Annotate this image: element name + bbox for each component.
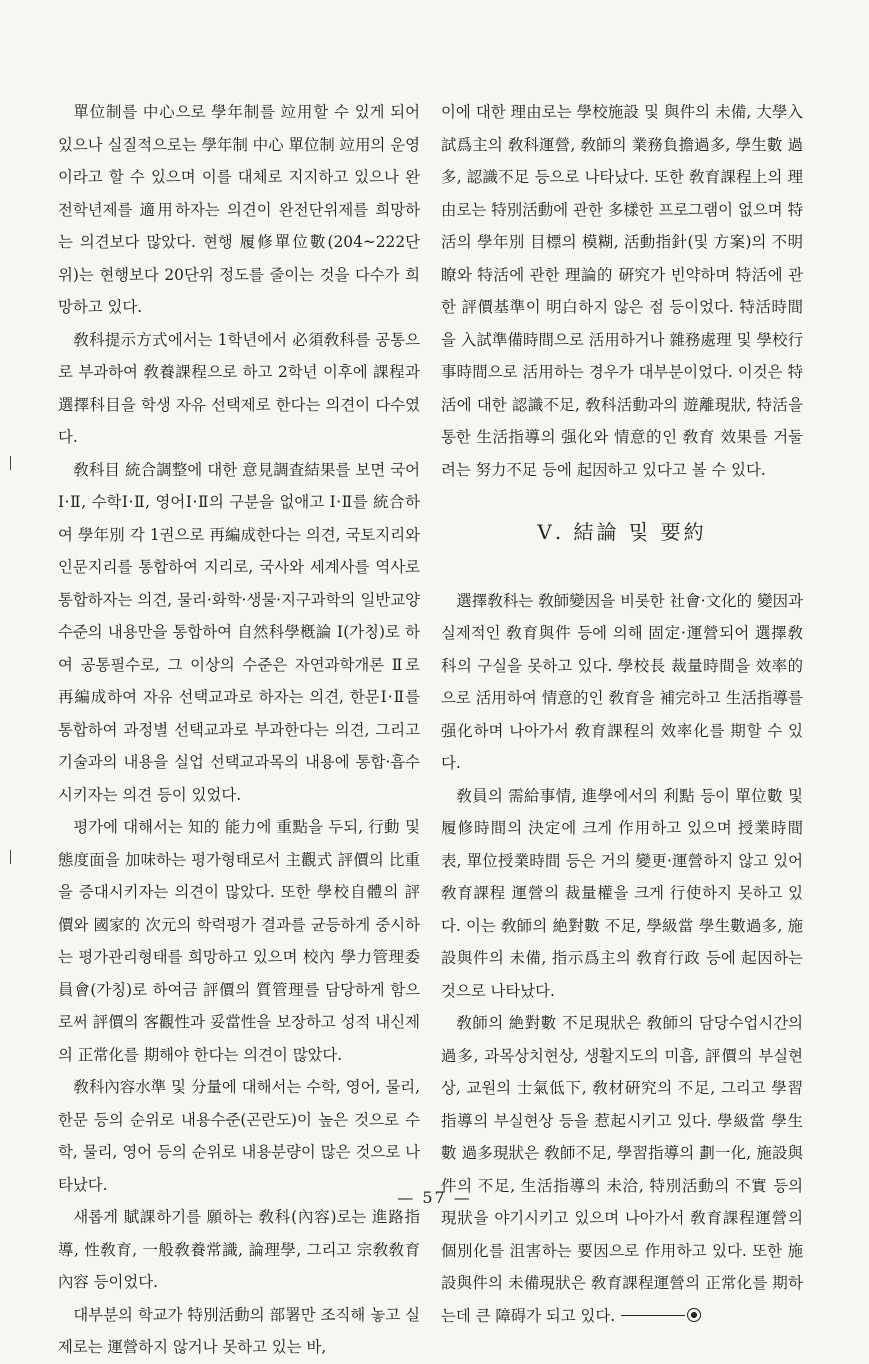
end-circle-icon	[687, 1308, 701, 1322]
paragraph: 敎員의 需給事情, 進學에서의 利點 등이 單位數 및 履修時間의 決定에 크게 作用하고 있으며 授業時間表, 單位授業時間 등은 거의 變更·運營하지 않고 있어 敎育課程 運營의 裁量權을 크게 行使하지 못하고 있다. 이는 敎師의 絶對數 不足, 學級當 學生數過多, 施設與件의 未備, 指示爲主의 敎育行政 등에 起因하는 것으로 나타났다.	[441, 786, 803, 1000]
paragraph: 單位制를 中心으로 學年制를 竝用할 수 있게 되어 있으나 실질적으로는 學年制 中心 單位制 竝用의 운영이라고 할 수 있으며 이를 대체로 지지하고 있으나 완전학년제를 適用하자는 의견이 완전단위제를 희망하는 의견보다 많았다. 현행 履修單位數(204~222단위)는 현행보다 20단위 정도를 줄이는 것을 다수가 희망하고 있다.	[58, 103, 420, 316]
paragraph	[441, 1007, 803, 1332]
margin-tick	[10, 456, 11, 470]
page-number: — 57 —	[397, 1188, 472, 1207]
paragraph: 이에 대한 理由로는 學校施設 및 與件의 未備, 大學入試爲主의 敎科運營, 敎師의 業務負擔過多, 學生數 過多, 認識不足 등으로 나타났다. 또한 敎育課程上의 理由로는 特別活動에 관한 多樣한 프로그램이 없으며 特活의 學年別 目標의 模糊, 活動指針(및 方案)의 不明瞭와 特活에 관한 理論的 硏究가 빈약하며 特活에 관한 評價基準이 明白하지 않은 점 등이었다. 特活時間을 入試準備時間으로 活用하거나 雜務處理 및 學校行事時間으로 活用하는 경우가 대부분이었다. 이것은 特活에 대한 認識不足, 敎科活動과의 遊離現狀, 特活을 통한 生活指導의 强化와 情意的인 敎育 效果를 거둘려는 努力不足 등에 起因하고 있다고 볼 수 있다.	[441, 103, 803, 479]
paragraph: 대부분의 학교가 特別活動의 部署만 조직해 놓고 실제로는 運營하지 않거나 못하고 있는 바,	[58, 1305, 420, 1356]
paragraph: 새롭게 賦課하기를 願하는 敎科(內容)로는 進路指導, 性敎育, 一般敎養常識, 論理學, 그리고 宗敎敎育內容 등이었다.	[58, 1208, 420, 1291]
paragraph: 選擇敎科는 敎師變因을 비롯한 社會·文化的 變因과 실제적인 敎育與件 등에 의해 固定·運營되어 選擇敎科의 구실을 못하고 있다. 學校長 裁量時間을 效率的으로 活用하여 情意的인 敎育을 補完하고 生活指導를 强化하며 나아가서 敎育課程의 效率化를 期할 수 있다.	[441, 591, 803, 772]
paragraph: 평가에 대해서는 知的 能力에 重點을 두되, 行動 및 態度面을 加味하는 평가형태로서 主觀式 評價의 比重을 증대시키자는 의견이 많았다. 또한 學校自體의 評價와 國家的 次元의 학력평가 결과를 균등하게 중시하는 평가관리형태를 희망하고 있으며 校內 學力管理委員會(가칭)로 하여금 評價의 質管理를 담당하게 함으로써 評價의 客觀性과 妥當性을 보장하고 성적 내신제의 正常化를 期해야 한다는 의견이 많았다.	[58, 818, 420, 1064]
paragraph: 敎科內容水準 및 分量에 대해서는 수학, 영어, 물리, 한문 등의 순위로 내용수준(곤란도)이 높은 것으로 수학, 물리, 영어 등의 순위로 내용분량이 많은 것으로 나타났다.	[58, 1078, 420, 1194]
paragraph: 敎科目 統合調整에 대한 意見調査結果를 보면 국어Ⅰ·Ⅱ, 수학Ⅰ·Ⅱ, 영어Ⅰ·Ⅱ의 구분을 없애고 Ⅰ·Ⅱ를 統合하여 學年別 각 1권으로 再編成한다는 의견, 국토지리와 인문지리를 통합하여 지리로, 국사와 세계사를 역사로 통합하자는 의견, 물리·화학·생물·지구과학의 일반교양 수준의 내용만을 통합하여 自然科學槪論 Ⅰ(가칭)로 하여 공통필수로, 그 이상의 수준은 자연과학개론 Ⅱ로 再編成하여 자유 선택교과로 하자는 의견, 한문Ⅰ·Ⅱ를 통합하여 과정별 선택교과로 부과한다는 의견, 그리고 기술과의 내용을 실업 선택교과목의 내용에 통합·흡수시키자는 의견 등이 있었다.	[58, 460, 420, 804]
section-title: Ⅴ. 結論 및 要約	[537, 520, 707, 544]
margin-tick	[10, 850, 11, 864]
paragraph-text: 敎師의 絶對數 不足現狀은 敎師의 담당수업시간의 過多, 과목상치현상, 생활지도의 미흡, 評價의 부실현상, 교원의 士氣低下, 敎材硏究의 不足, 그리고 學習指導의 부실현상 등을 惹起시키고 있다. 學級當 學生數 過多現狀은 敎師不足, 學習指導의 劃一化, 施設與件의 不足, 生活指導의 未洽, 特別活動의 不實 등의 現狀을 야기시키고 있으며 나아가서 敎育課程運營의 個別化를 沮害하는 要因으로 作用하고 있다. 또한 施設與件의 未備現狀은 敎育課程運營의 正常化를 期하는데 큰 障碍가 되고 있다.	[441, 1014, 803, 1325]
left-column	[58, 96, 420, 1364]
paragraph: 敎科提示方式에서는 1학년에서 必須敎科를 공통으로 부과하여 敎養課程으로 하고 2학년 이후에 課程과 選擇科目을 학생 자유 선택제로 한다는 의견이 다수였다.	[58, 330, 420, 446]
right-column	[441, 96, 803, 1332]
end-rule	[621, 1315, 685, 1316]
